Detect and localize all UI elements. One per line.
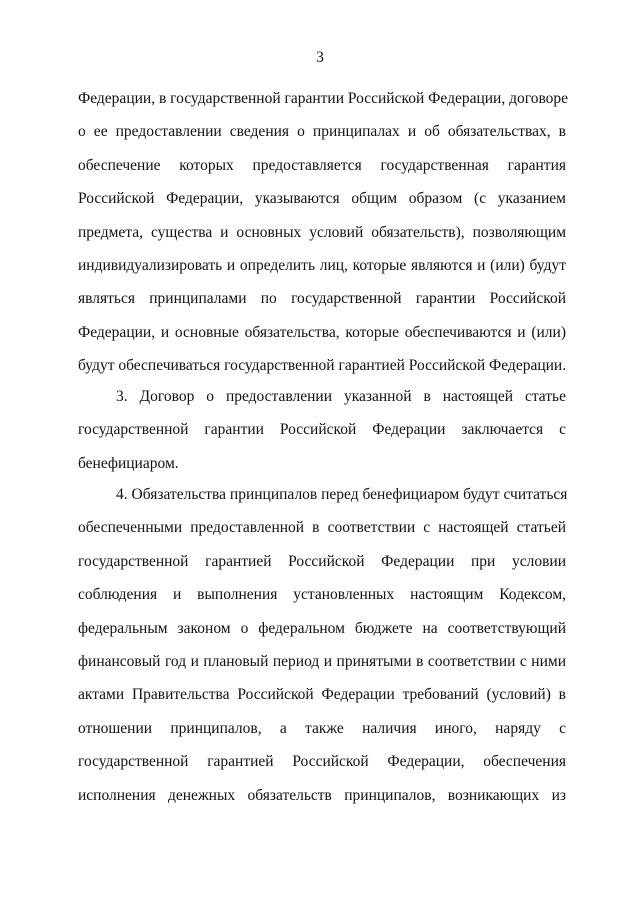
text-line: государственной гарантии Российской Федерации заключается с bbox=[78, 421, 566, 439]
paragraph-continuation bbox=[78, 82, 569, 383]
text-line: бенефициаром. bbox=[78, 454, 179, 472]
text-line: обеспечение которых предоставляется государственная гарантия bbox=[78, 156, 566, 174]
text-line: Российской Федерации, указываются общим образом (с указанием bbox=[78, 190, 566, 208]
paragraph-4 bbox=[78, 478, 566, 812]
page-number: 3 bbox=[316, 49, 324, 66]
text-line: 3. Договор о предоставлении указанной в настоящей статье bbox=[116, 388, 566, 405]
text-line: финансовый год и плановый период и принятыми в соответствии с ними bbox=[78, 652, 566, 670]
text-line: Федерации, в государственной гарантии Российской Федерации, договоре bbox=[78, 90, 569, 107]
text-line: государственной гарантией Российской Федерации, обеспечения bbox=[78, 753, 566, 771]
text-line: обеспеченными предоставленной в соответствии с настоящей статьей bbox=[78, 519, 566, 537]
text-line: соблюдения и выполнения установленных настоящим Кодексом, bbox=[78, 586, 566, 604]
text-line: будут обеспечиваться государственной гарантией Российской Федерации. bbox=[78, 357, 567, 375]
text-line: актами Правительства Российской Федерации требований (условий) в bbox=[78, 686, 566, 704]
text-line: федеральным законом о федеральном бюджете на соответствующий bbox=[78, 619, 566, 637]
text-line: отношении принципалов, а также наличия иного, наряду с bbox=[78, 719, 566, 737]
text-line: государственной гарантией Российской Федерации при условии bbox=[78, 552, 566, 570]
text-line: индивидуализировать и определить лиц, которые являются и (или) будут bbox=[78, 256, 566, 274]
text-line: предмета, существа и основных условий обязательств), позволяющим bbox=[78, 223, 566, 241]
paragraph-3 bbox=[78, 380, 566, 480]
text-line: 4. Обязательства принципалов перед бенефициаром будут считаться bbox=[116, 486, 568, 503]
text-line: о ее предоставлении сведения о принципалах и об обязательствах, в bbox=[78, 123, 566, 141]
text-line: исполнения денежных обязательств принципалов, возникающих из bbox=[78, 786, 566, 804]
text-line: являться принципалами по государственной гарантии Российской bbox=[78, 290, 566, 308]
text-line: Федерации, и основные обязательства, которые обеспечиваются и (или) bbox=[78, 323, 566, 341]
